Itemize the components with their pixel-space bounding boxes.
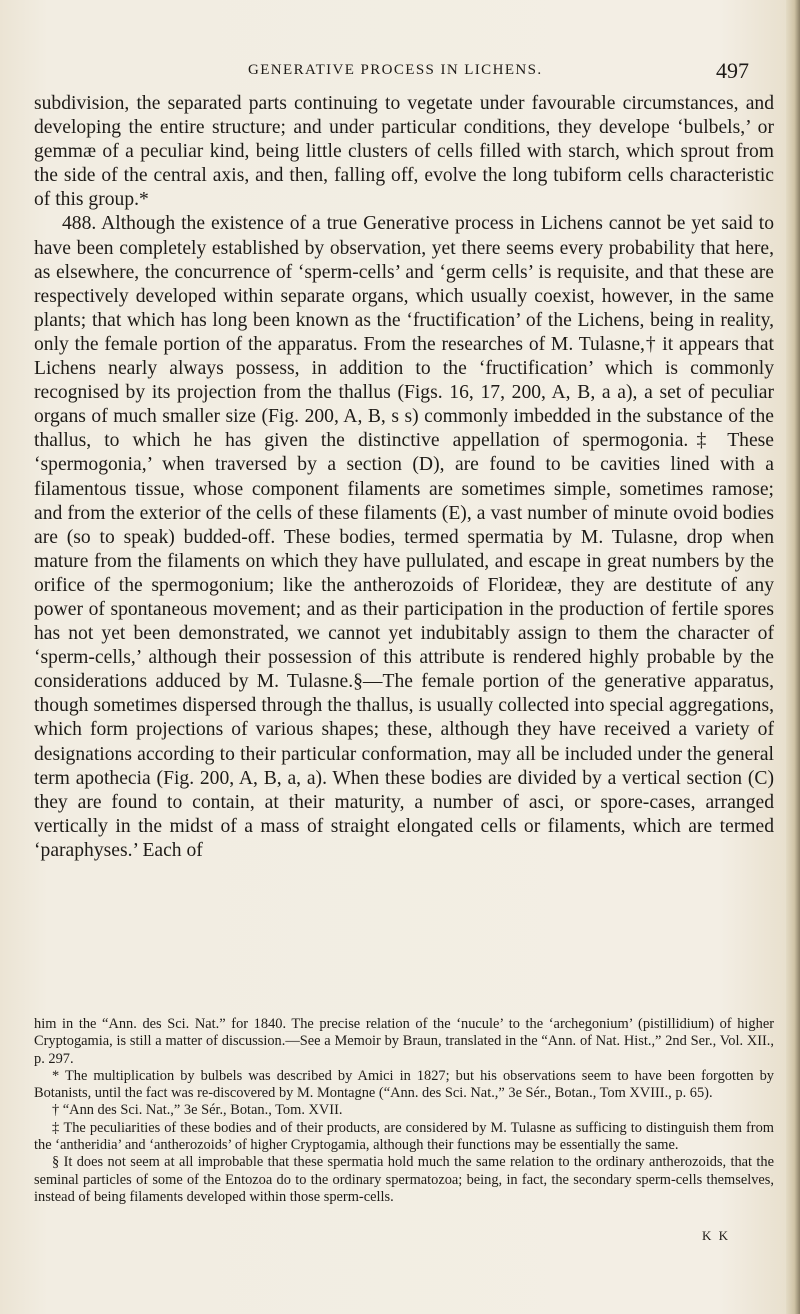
paragraph-continuation: subdivision, the separated parts continuing to vegetate under favourable circumstances, and developing the entire structure; and under particular conditions, they develope ‘bulbels,’ or gemmæ of a peculiar kind, being little clusters of cells filled with starch, which sprout from the side of the central axis, and then, falling off, evolve the long tubiform cells characteristic of this group.*	[34, 93, 774, 211]
footnote-section: § It does not seem at all improbable that these spermatia hold much the same relation to the ordinary antherozoids, that the seminal particles of some of the Entozoa do to the ordinary spermatozoa; being, in fact, the secondary sperm-cells themselves, instead of being filaments developed within those sperm-cells.	[34, 1154, 774, 1205]
footnote-star: * The multiplication by bulbels was described by Amici in 1827; but his observations seem to have been forgotten by Botanists, until the fact was re-discovered by M. Montagne (“Ann. des Sci. Nat.,” 3e Sér., Botan., Tom XVIII., p. 65).	[34, 1067, 774, 1102]
page-header	[0, 58, 800, 92]
footnote-double-dagger: ‡ The peculiarities of these bodies and of their products, are considered by M. Tulasne as sufficing to distinguish them from the ‘antheridia’ and ‘antherozoids’ of higher Cryptogamia, although their functions may be essentially the same.	[34, 1119, 774, 1154]
paragraph-488: 488. Although the existence of a true Generative process in Lichens cannot be yet said to have been completely established by observation, yet there seems every probability that here, as elsewhere, the concurrence of ‘sperm-cells’ and ‘germ cells’ is requisite, and that these are respectively developed within separate organs, which usually coexist, however, in the same plants; that which has long been known as the ‘fructification’ of the Lichens, being in reality, only the female portion of the apparatus. From the researches of M. Tulasne,† it appears that Lichens nearly always possess, in addition to the ‘fructification’ which is commonly recognised by its projection from the thallus (Figs. 16, 17, 200, A, B, a a), a set of peculiar organs of much smaller size (Fig. 200, A, B, s s) commonly imbedded in the substance of the thallus, to which he has given the distinctive appellation of spermogonia.‡ These ‘spermogonia,’ when traversed by a section (D), are found to be cavities lined with a filamentous tissue, whose component filaments are sometimes simple, sometimes ramose; and from the exterior of the cells of these filaments (E), a vast number of minute ovoid bodies are (so to speak) budded-off. These bodies, termed spermatia by M. Tulasne, drop when mature from the filaments on which they have pullulated, and escape in great numbers by the orifice of the spermogonium; like the antherozoids of Florideæ, they are destitute of any power of spontaneous movement; and as their participation in the production of fertile spores has not yet been demonstrated, we cannot yet indubitably assign to them the character of ‘sperm-cells,’ although their possession of this attribute is rendered highly probable by the considerations adduced by M. Tulasne.§—The female portion of the generative apparatus, though sometimes dispersed through the thallus, is usually collected into special aggregations, which form projections of various shapes; these, although they have received a variety of designations according to their particular conformation, may all be included under the general term apothecia (Fig. 200, A, B, a, a). When these bodies are divided by a vertical section (C) they are found to contain, at their maturity, a number of asci, or spore-cases, arranged vertically in the midst of a mass of straight elongated cells or filaments, which are termed ‘paraphyses.’ Each of	[34, 213, 774, 861]
running-title: GENERATIVE PROCESS IN LICHENS.	[248, 62, 543, 78]
page-edge	[786, 0, 800, 1314]
footnotes	[34, 1016, 774, 1206]
footnote-continued: him in the “Ann. des Sci. Nat.” for 1840. The precise relation of the ‘nucule’ to the ‘archegonium’ (pistillidium) of higher Cryptogamia, is still a matter of discussion.—See a Memoir by Braun, translated in the “Ann. of Nat. Hist.,” 2nd Ser., Vol. XII., p. 297.	[34, 1016, 774, 1067]
main-text	[34, 92, 774, 863]
page-number: 497	[716, 58, 749, 83]
signature-mark: K K	[702, 1228, 731, 1243]
footnote-dagger: † “Ann des Sci. Nat.,” 3e Sér., Botan., Tom. XVII.	[52, 1102, 343, 1119]
